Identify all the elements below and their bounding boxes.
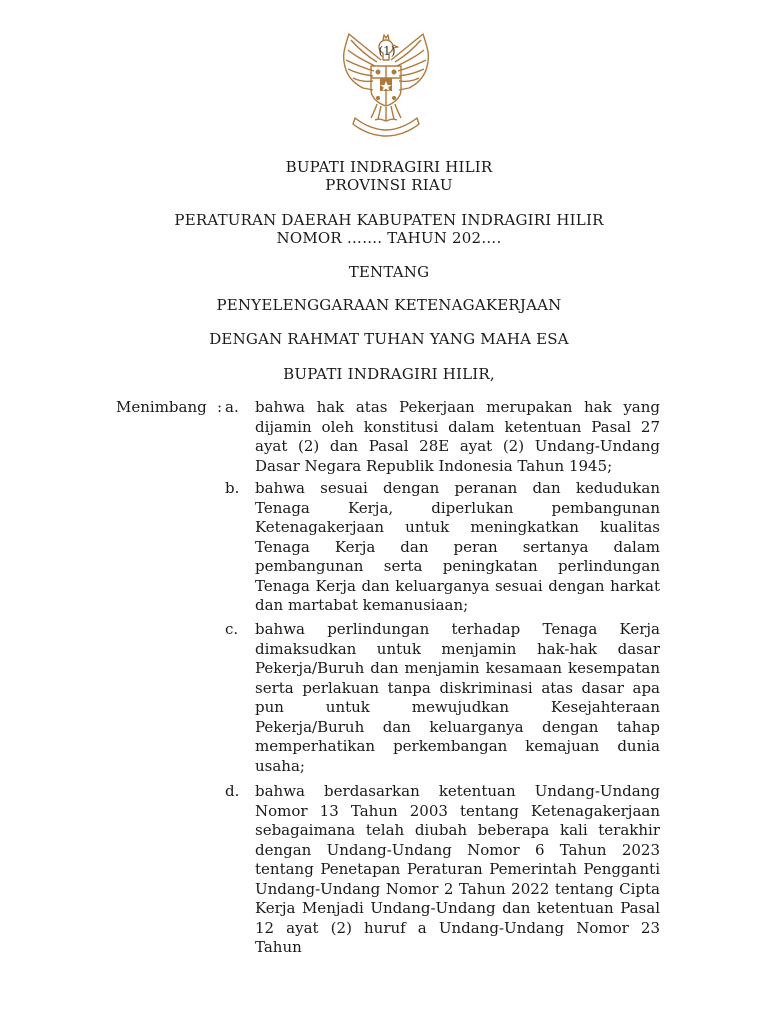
considerations-label: Menimbang	[116, 398, 207, 416]
consideration-item	[225, 620, 660, 776]
consideration-item	[225, 479, 660, 616]
consideration-item	[225, 398, 660, 476]
issuer-line: BUPATI INDRAGIRI HILIR,	[283, 365, 495, 383]
garuda-emblem-icon	[331, 26, 441, 138]
item-marker: a.	[225, 398, 239, 416]
item-marker: c.	[225, 620, 239, 638]
regulation-number: NOMOR ……. TAHUN 202….	[276, 229, 502, 247]
header-regent-title: BUPATI INDRAGIRI HILIR	[285, 158, 493, 176]
blessing-line: DENGAN RAHMAT TUHAN YANG MAHA ESA	[209, 330, 569, 348]
item-text: bahwa sesuai dengan peranan dan kedudukan Tenaga Kerja, diperlukan pembangunan Ketenagakerjaan untuk meningkatkan kualitas Tenaga Kerja dan peran sertanya dalam pembangunan serta peningkatan perlindungan Tenaga Kerja dan keluarganya sesuai dengan harkat dan martabat kemanusiaan;	[255, 479, 660, 614]
item-text: bahwa hak atas Pekerjaan merupakan hak yang dijamin oleh konstitusi dalam ketentuan Pasal 27 ayat (2) dan Pasal 28E ayat (2) Undang-Undang Dasar Negara Republik Indonesia Tahun 1945;	[255, 398, 660, 475]
consideration-item	[225, 782, 660, 958]
item-text: bahwa berdasarkan ketentuan Undang-Undang Nomor 13 Tahun 2003 tentang Ketenagakerjaan sebagaimana telah diubah beberapa kali terakhir dengan Undang-Undang Nomor 6 Tahun 2023 tentang Penetapan Peraturan Pemerintah Pengganti Undang-Undang Nomor 2 Tahun 2022 tentang Cipta Kerja Menjadi Undang-Undang dan ketentuan Pasal 12 ayat (2) huruf a Undang-Undang Nomor 23 Tahun	[255, 782, 660, 956]
item-marker: b.	[225, 479, 240, 497]
considerations-separator: :	[217, 398, 223, 416]
regulation-title: PERATURAN DAERAH KABUPATEN INDRAGIRI HILIR	[174, 211, 604, 229]
about-heading: TENTANG	[348, 263, 430, 281]
page-number: (1)	[378, 44, 396, 58]
item-marker: d.	[225, 782, 240, 800]
header-province: PROVINSI RIAU	[325, 176, 453, 194]
regulation-subject: PENYELENGGARAAN KETENAGAKERJAAN	[216, 296, 562, 314]
item-text: bahwa perlindungan terhadap Tenaga Kerja dimaksudkan untuk menjamin hak-hak dasar Pekerja/Buruh dan menjamin kesamaan kesempatan serta perlakuan tanpa diskriminasi atas dasar apa pun untuk mewujudkan Kesejahteraan Pekerja/Buruh dan keluarganya dengan tahap memperhatikan perkembangan kemajuan dunia usaha;	[255, 620, 660, 775]
